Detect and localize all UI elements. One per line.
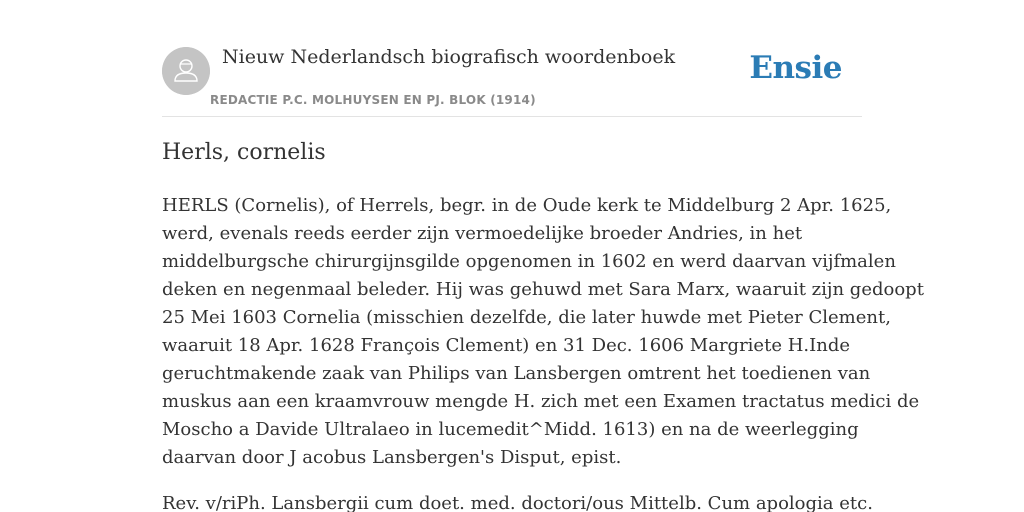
text-line: geruchtmakende zaak van Philips van Lansbergen omtrent het toedienen van — [162, 363, 871, 384]
text-line: werd, evenals reeds eerder zijn vermoedelijke broeder Andries, in het — [162, 223, 803, 244]
article-paragraph-2 — [162, 490, 873, 512]
text-line: deken en negenmaal beleder. Hij was gehuwd met Sara Marx, waaruit zijn gedoopt — [162, 279, 924, 300]
text-line: Moscho a Davide Ultralaeo in lucemedit^Midd. 1613) en na de weerlegging — [162, 419, 859, 440]
text-line: muskus aan een kraamvrouw mengde H. zich met een Examen tractatus medici de — [162, 391, 920, 412]
text-line: daarvan door J acobus Lansbergen's Disput, epist. — [162, 447, 622, 468]
article-title: Herls, cornelis — [162, 140, 326, 165]
user-icon — [162, 47, 210, 95]
text-line: middelburgsche chirurgijnsgilde opgenomen in 1602 en werd daarvan vijfmalen — [162, 251, 896, 272]
text-line: 25 Mei 1603 Cornelia (misschien dezelfde, die later huwde met Pieter Clement, — [162, 307, 891, 328]
editors-credit: REDACTIE P.C. MOLHUYSEN EN PJ. BLOK (1914) — [210, 93, 536, 107]
text-line: HERLS (Cornelis), of Herrels, begr. in de Oude kerk te Middelburg 2 Apr. 1625, — [162, 195, 892, 216]
article-body — [162, 192, 924, 512]
avatar — [162, 47, 210, 95]
header — [162, 0, 862, 117]
text-line: waaruit 18 Apr. 1628 François Clement) en 31 Dec. 1606 Margriete H.Inde — [162, 335, 850, 356]
text-line: Rev. v/riPh. Lansbergii cum doet. med. doctori/ous Mittelb. Cum apologia etc. — [162, 493, 873, 512]
book-title[interactable]: Nieuw Nederlandsch biografisch woordenboek — [222, 46, 676, 68]
page — [162, 0, 924, 512]
ensie-logo[interactable]: Ensie — [749, 50, 842, 86]
article-paragraph-1 — [162, 192, 924, 472]
